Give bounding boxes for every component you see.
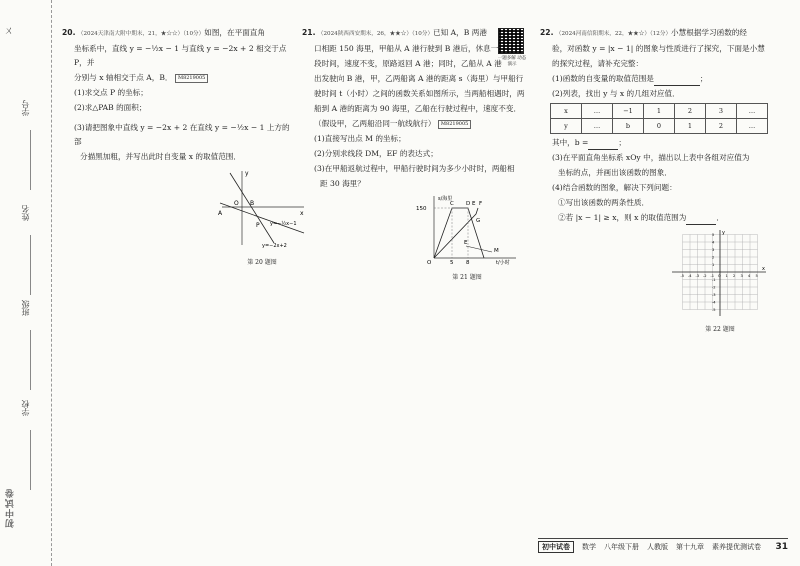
y-tick-label: 2: [712, 255, 715, 260]
label-D: D: [466, 201, 471, 207]
question-22: [540, 26, 772, 338]
x-tick-label: 2: [733, 274, 736, 278]
field-student-id: 学号: [21, 100, 30, 116]
tick-5: 5: [450, 260, 454, 266]
footer-chapter: 第十九章: [676, 542, 704, 551]
x-tick-label: 1: [725, 274, 728, 278]
axis-label-x: x: [762, 266, 765, 272]
field-line: [30, 130, 31, 190]
table-row: y … b 0 1 2 …: [551, 119, 768, 134]
y-tick-label: -4: [712, 300, 716, 305]
q22-part4a: ①写出该函数的两条性质．: [558, 198, 650, 207]
x-tick-label: 3: [740, 274, 743, 278]
footer-brand: 初中试卷: [538, 541, 574, 553]
q21-part3: (3)在甲船返航过程中，甲船行驶时间为多少小时时，两船相: [314, 164, 515, 173]
tick-150: 150: [416, 206, 427, 212]
brand-vertical: 初中试卷: [6, 488, 16, 528]
x-tick-label: -3: [695, 274, 700, 278]
q20-part1: (1)求交点 P 的坐标；: [74, 88, 148, 97]
q20-tag: M8219005: [175, 74, 208, 83]
q21-figure: [412, 192, 522, 266]
field-line: [30, 330, 31, 390]
q21-source: （2024陕西西安期末，26，★★☆）（10分）: [317, 31, 434, 37]
q22-part4b: ②若 |x − 1| ≥ x，则 x 的取值范围为 ．: [540, 211, 772, 225]
q20-figure: [212, 167, 312, 251]
x-tick-label: O: [718, 274, 721, 278]
q22-part1: (1)函数的自变量的取值范围是 ；: [540, 72, 772, 86]
q21-stem: 21. （2024陕西西安期末，26，★★☆）（10分）已知 A，B 两港: [302, 28, 487, 37]
x-tick-label: -4: [688, 274, 692, 278]
tick-8: 8: [466, 260, 470, 266]
q22-part2b: 其中，b = ；: [540, 136, 772, 150]
q22-figure-caption: 第 22 题图: [705, 326, 735, 333]
q22-stem: 22. （2024河南信阳期末，22，★★☆）（12分）小慧根据学习函数的经: [540, 28, 747, 37]
q22-part3: (3)在平面直角坐标系 xOy 中，描出以上表中各组对应值为: [552, 153, 750, 162]
footer-test: 素养提优测试卷: [712, 542, 761, 551]
question-20: [62, 26, 304, 271]
label-line2: y=−2x+2: [262, 243, 287, 249]
field-name: 姓名: [21, 205, 30, 221]
q20-part3: (3)请把图象中直线 y = −2x + 2 在直线 y = −½x − 1 上方的部: [74, 123, 290, 146]
qr-code[interactable]: [498, 28, 524, 54]
y-tick-label: 5: [712, 233, 715, 237]
q21-line: 出发驶向 B 港，甲，乙两船离 A 港的距离 s（海里）与甲船行: [314, 74, 524, 83]
q21-line: 段时间，速度不变，原路返回 A 港；同时，乙船从 A 港: [314, 59, 502, 68]
field-class: 班级: [21, 300, 30, 316]
y-tick-label: 1: [712, 263, 715, 267]
y-tick-label: -2: [712, 285, 716, 290]
label-B: B: [250, 200, 255, 207]
segment-em: [466, 246, 492, 252]
q21-tag: M8219005: [438, 120, 471, 129]
answer-blank[interactable]: [686, 216, 716, 225]
label-line1: y=−½x−1: [270, 221, 297, 227]
label-t: t/小时: [496, 260, 510, 266]
q22-grid: [670, 228, 770, 318]
q20-part2: (2)求△PAB 的面积；: [74, 103, 147, 112]
y-tick-label: 3: [712, 248, 715, 252]
label-M: M: [494, 248, 499, 254]
table-row: x … −1 1 2 3 …: [551, 104, 768, 119]
page-footer: [538, 540, 788, 553]
label-A: A: [218, 210, 223, 217]
q21-part3-cont: 距 30 海里？: [320, 179, 365, 188]
q21-part2: (2)分别求线段 DM，EF 的表达式；: [314, 149, 438, 158]
q20-stem: [62, 26, 294, 41]
q22-source: （2024河南信阳期末，22，★★☆）（12分）: [555, 31, 672, 37]
q22-part2: (2)列表，找出 y 与 x 的几组对应值．: [552, 89, 680, 98]
q21-part1: (1)直接写出点 M 的坐标；: [314, 134, 406, 143]
q21-line: 驶时间 t（小时）之间的函数关系如图所示，当两船相遇时，两: [314, 89, 525, 98]
field-line: [30, 235, 31, 295]
label-P: P: [256, 222, 260, 229]
qr-caption: 一题多解 动态演示: [497, 56, 527, 67]
q21-line: （假设甲，乙两船沿同一航线航行） M8219005: [302, 117, 528, 131]
footer-grade: 八年级下册: [604, 542, 639, 551]
axis-label-y: y: [722, 230, 725, 236]
corner-mark: ㄨ: [4, 26, 14, 37]
field-school: 学校: [21, 400, 30, 416]
x-tick-label: 4: [748, 274, 751, 278]
label-F: F: [479, 201, 483, 207]
q22-part3-cont: 坐标的点，并画出该函数的图象．: [558, 168, 672, 177]
label-s: s/海里: [438, 196, 453, 202]
q22-part4: (4)结合函数的图象，解决下列问题：: [552, 183, 677, 192]
x-tick-label: -5: [680, 274, 685, 278]
question-21: [302, 26, 528, 286]
field-line: [30, 430, 31, 490]
q21-figure-caption: 第 21 题图: [452, 274, 482, 281]
q20-figure-caption: 第 20 题图: [247, 259, 277, 266]
answer-blank[interactable]: [588, 141, 618, 150]
label-O: O: [427, 260, 432, 266]
page-number: 31: [775, 541, 788, 552]
line-l2: [230, 173, 274, 243]
q20-line: 坐标系中，直线 y = −½x − 1 与直线 y = −2x + 2 相交于点 P，并: [74, 44, 287, 67]
x-tick-label: 5: [755, 274, 758, 278]
y-tick-label: -3: [712, 293, 716, 297]
q20-source: （2024天津南大附中期末，21，★☆☆）（10分）: [77, 31, 205, 37]
y-tick-label: 4: [712, 240, 715, 245]
q22-number: 22.: [540, 28, 554, 37]
answer-blank[interactable]: [654, 77, 700, 86]
q22-line: 验，对函数 y = |x − 1| 的图象与性质进行了探究，下面是小慧: [552, 44, 765, 53]
footer-rule: [538, 538, 788, 539]
q21-line: 口相距 150 海里，甲船从 A 港行驶到 B 港后，休息一: [314, 44, 499, 53]
q20-line: 分别与 x 轴相交于点 A，B． M8219005: [62, 71, 294, 85]
y-tick-label: -1: [712, 278, 716, 282]
label-y: y: [245, 170, 249, 177]
q22-line: 的探究过程，请补充完整：: [552, 59, 644, 68]
x-tick-label: -1: [710, 274, 715, 278]
label-G: G: [476, 218, 481, 224]
footer-edition: 人教版: [647, 542, 668, 551]
y-tick-label: -5: [712, 308, 716, 312]
footer-subject: 数学: [582, 542, 596, 551]
binding-strip: [0, 0, 52, 566]
q20-part3-cont: 分描黑加粗，并写出此时自变量 x 的取值范围．: [80, 152, 241, 161]
q21-number: 21.: [302, 28, 316, 37]
label-E2: E: [464, 240, 468, 246]
label-O: O: [234, 200, 239, 207]
q20-number: 20.: [62, 28, 76, 37]
line-l1: [220, 203, 304, 233]
label-C: C: [450, 201, 454, 207]
q21-line: 船到 A 港的距离为 90 海里，乙船在行驶过程中，速度不变．: [314, 104, 522, 113]
ship-b-path: [434, 208, 481, 258]
q20-line: 如图，在平面直角: [204, 28, 265, 37]
x-tick-label: -2: [703, 274, 707, 278]
label-E: E: [472, 201, 476, 207]
label-x: x: [300, 210, 304, 217]
q22-value-table: [550, 103, 768, 134]
